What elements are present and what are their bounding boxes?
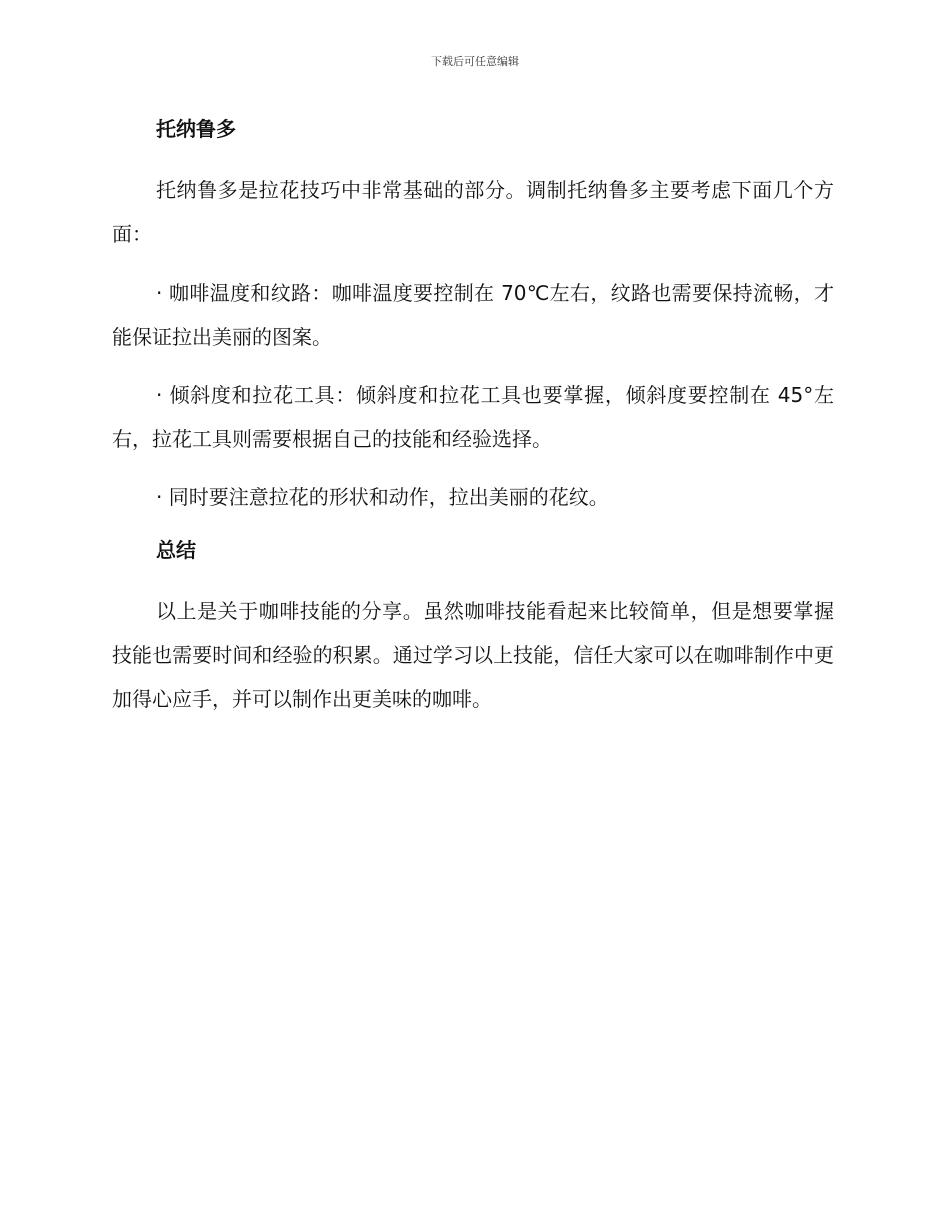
bullet-shape-motion: · 同时要注意拉花的形状和动作，拉出美丽的花纹。 — [156, 485, 609, 509]
bullet-tilt-tools: · 倾斜度和拉花工具：倾斜度和拉花工具也要掌握，倾斜度要控制在 45°左右，拉花工具则需要根据自己的技能和经验选择。 — [112, 383, 834, 451]
document-body — [112, 112, 834, 721]
tornado-intro-paragraph: 托纳鲁多是拉花技巧中非常基础的部分。调制托纳鲁多主要考虑下面几个方面： — [112, 178, 834, 246]
header-note: 下载后可任意编辑 — [431, 55, 519, 68]
bullet-temperature-texture: · 咖啡温度和纹路：咖啡温度要控制在 70℃左右，纹路也需要保持流畅，才能保证拉出美丽的图案。 — [112, 281, 834, 349]
section-heading-summary: 总结 — [156, 538, 196, 562]
section-heading-tornado: 托纳鲁多 — [156, 117, 236, 141]
summary-paragraph: 以上是关于咖啡技能的分享。虽然咖啡技能看起来比较简单，但是想要掌握技能也需要时间和经验的积累。通过学习以上技能，信任大家可以在咖啡制作中更加得心应手，并可以制作出更美味的咖啡。 — [112, 599, 834, 711]
